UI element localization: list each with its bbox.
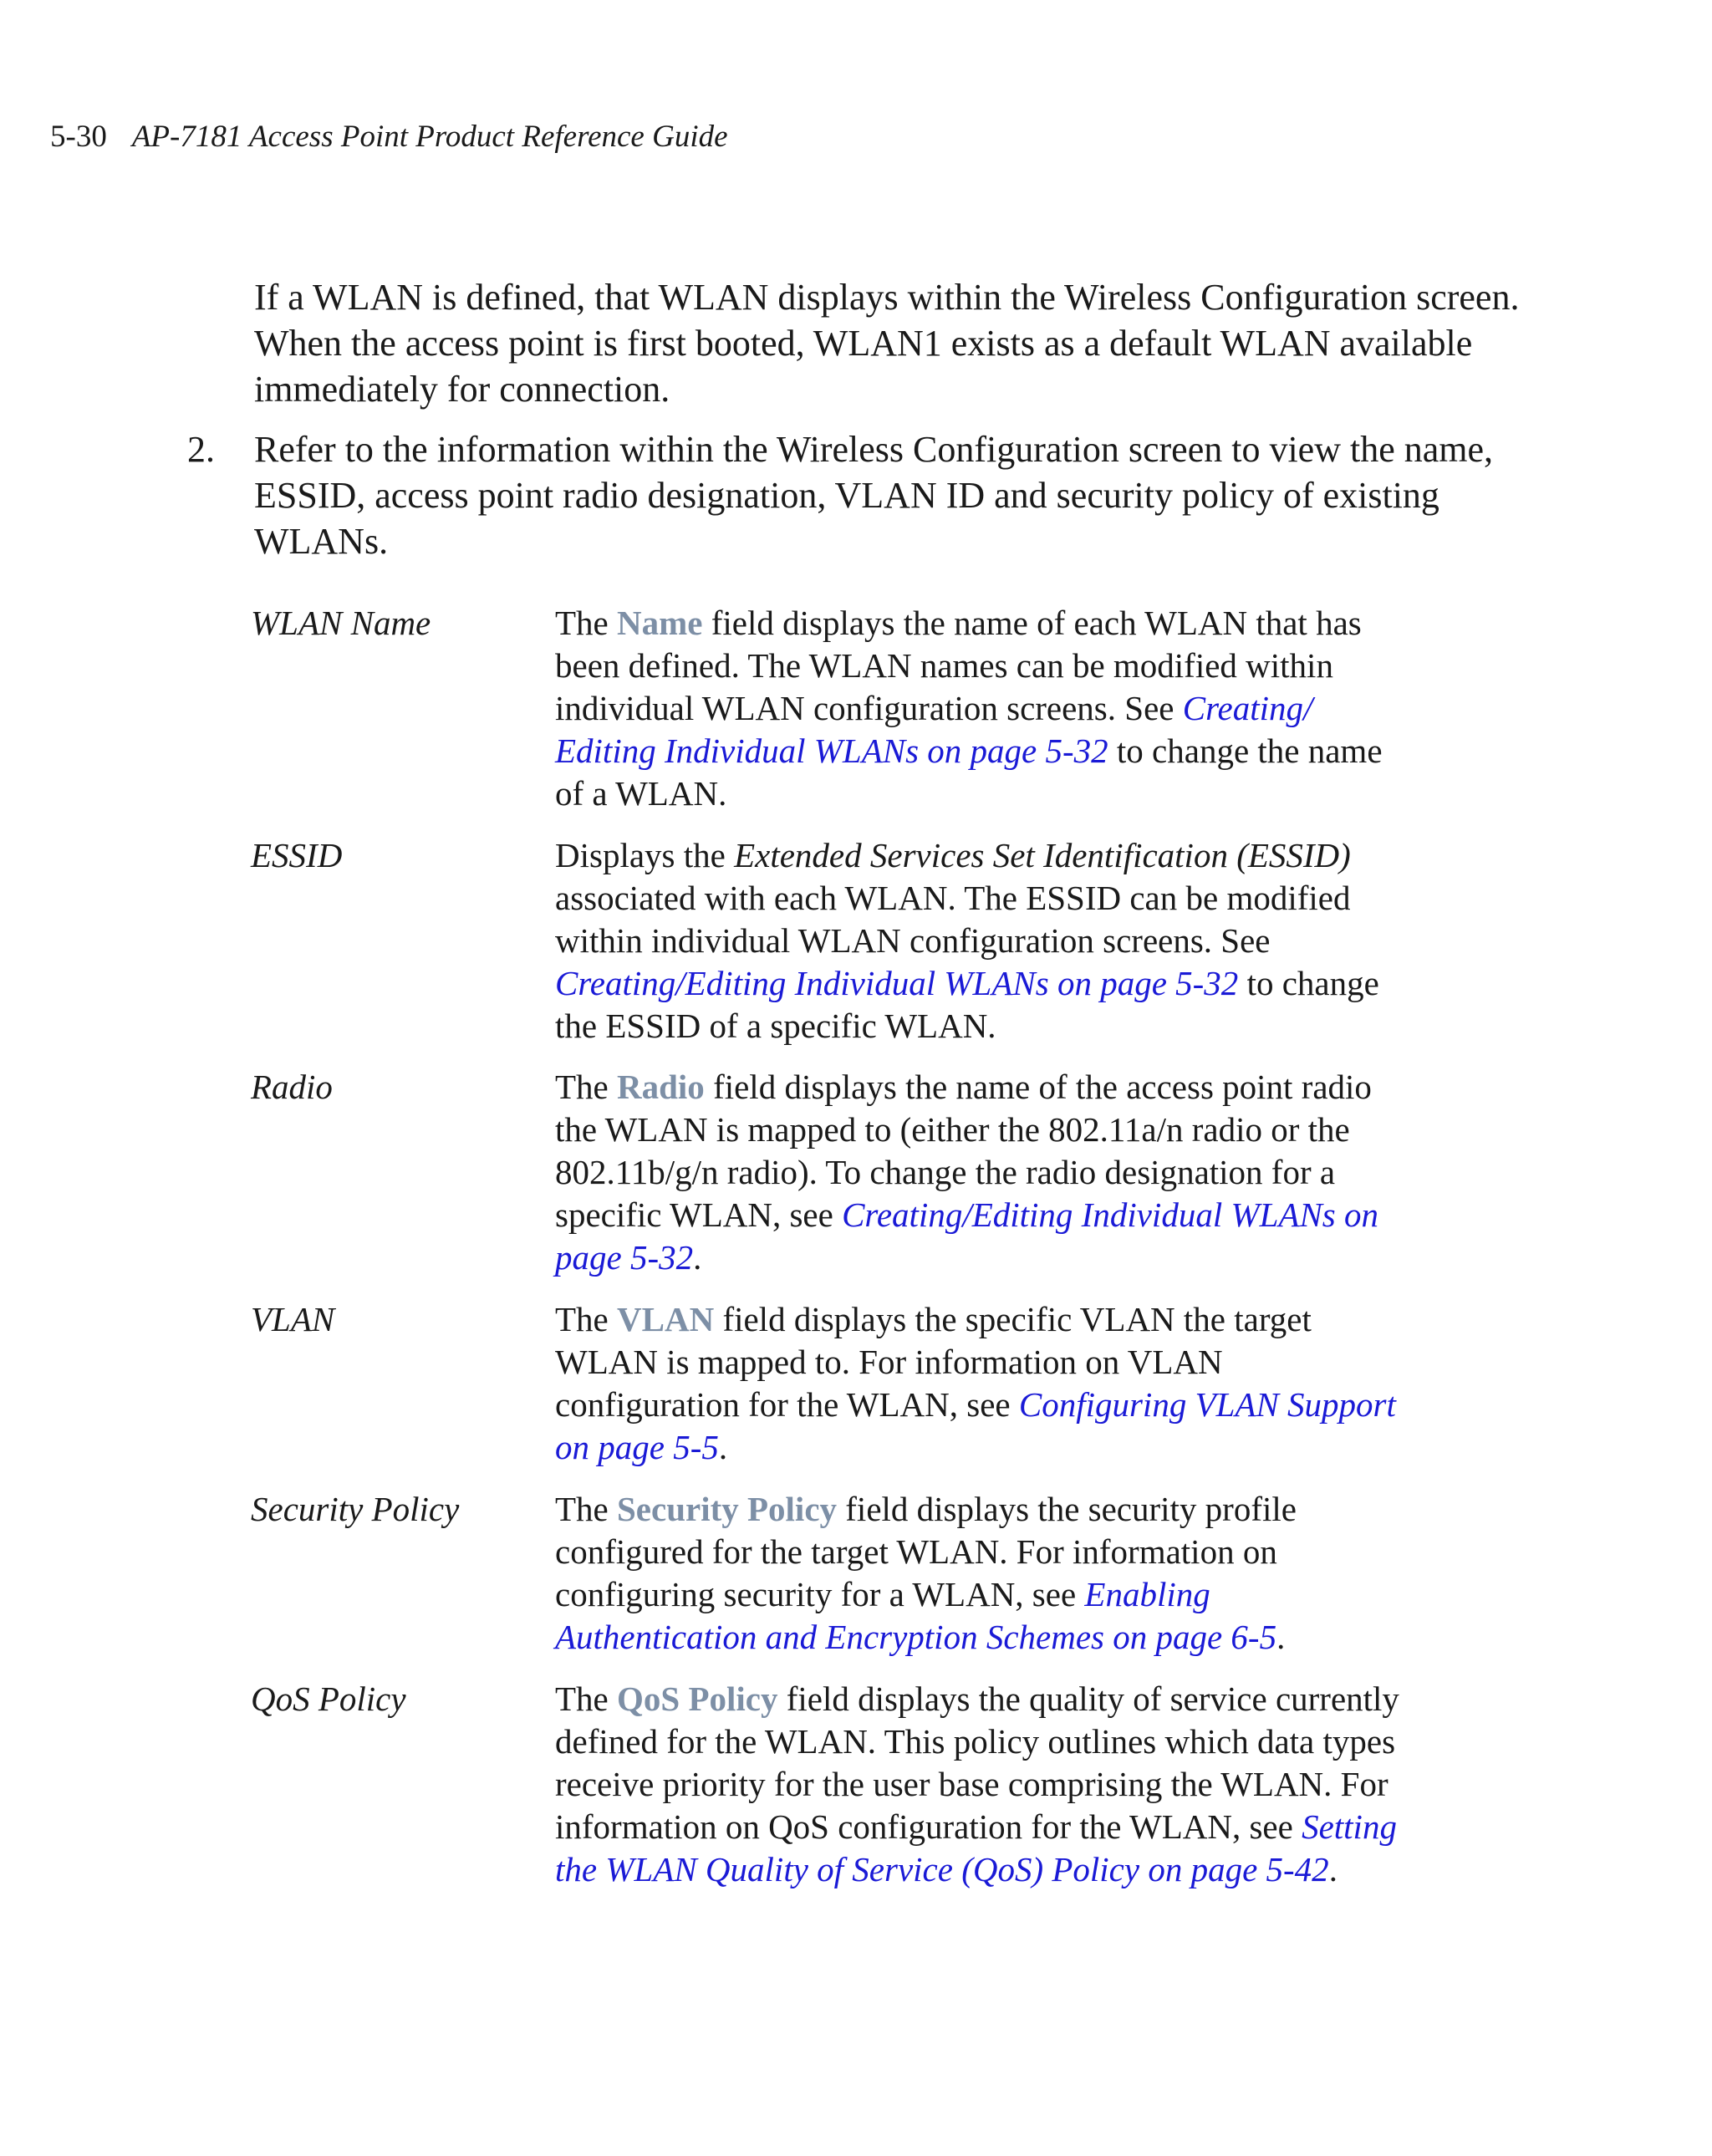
desc-wlan-name xyxy=(555,602,1408,815)
desc-essid xyxy=(555,834,1408,1047)
term-wlan-name: WLAN Name xyxy=(251,604,431,642)
term-vlan: VLAN xyxy=(251,1300,335,1338)
cross-reference-link[interactable]: Creating/ Editing Individual WLANs on page 5-32 xyxy=(555,689,1313,770)
desc-text: . xyxy=(718,1428,728,1466)
desc-text: associated with each WLAN. The ESSID can be modified within individual WLAN configuration screens. See xyxy=(555,879,1351,960)
desc-radio xyxy=(555,1066,1408,1279)
desc-vlan xyxy=(555,1298,1408,1469)
desc-text: field displays the security profile configured for the target WLAN. For information on configuring security for a WLAN, see xyxy=(555,1490,1297,1613)
field-name-label: Radio xyxy=(617,1068,705,1106)
desc-security-policy xyxy=(555,1488,1408,1659)
cross-reference-link[interactable]: Enabling Authentication and Encryption Schemes on page 6-5 xyxy=(555,1575,1277,1656)
page-header xyxy=(50,117,728,157)
desc-qos-policy xyxy=(555,1678,1408,1891)
term-security-policy: Security Policy xyxy=(251,1490,460,1528)
desc-text: field displays the name of the access point radio the WLAN is mapped to (either the 802.11a/n radio or the 802.11b/g/n radio). To change the radio designation for a specific WLAN, see xyxy=(555,1068,1372,1234)
term-essid: ESSID xyxy=(251,836,343,874)
page-number: 5-30 xyxy=(50,120,107,154)
step-number: 2. xyxy=(187,429,215,470)
desc-text: The xyxy=(555,1679,617,1718)
desc-text: . xyxy=(693,1238,702,1277)
desc-text: Displays the xyxy=(555,836,735,874)
field-name-label: VLAN xyxy=(617,1300,715,1338)
intro-paragraph: If a WLAN is defined, that WLAN displays within the Wireless Configuration screen. When the access point is first booted, WLAN1 exists as a default WLAN available immediately for connection. xyxy=(254,277,1520,410)
cross-reference-link[interactable]: Creating/Editing Individual WLANs on page 5-32 xyxy=(555,964,1239,1002)
cross-reference-link[interactable]: Configuring VLAN Support on page 5-5 xyxy=(555,1385,1396,1466)
term-radio: Radio xyxy=(251,1068,333,1106)
desc-text: . xyxy=(1276,1618,1286,1656)
guide-title: AP-7181 Access Point Product Reference Guide xyxy=(131,120,728,154)
desc-text: The xyxy=(555,1068,617,1106)
desc-text: The xyxy=(555,1490,617,1528)
step-2 xyxy=(187,426,1541,564)
desc-text: The xyxy=(555,604,617,642)
desc-text: field displays the specific VLAN the target WLAN is mapped to. For information on VLAN configuration for the WLAN, see xyxy=(555,1300,1312,1424)
field-name-label: Name xyxy=(617,604,703,642)
term-qos-policy: QoS Policy xyxy=(251,1679,406,1718)
step-text: Refer to the information within the Wireless Configuration screen to view the name, ESSID, access point radio designation, VLAN ID and security policy of existing WLANs. xyxy=(254,429,1494,562)
desc-text: The xyxy=(555,1300,617,1338)
field-name-label: Security Policy xyxy=(617,1490,838,1528)
desc-text: to change the name of a WLAN. xyxy=(555,731,1383,813)
desc-text: . xyxy=(1328,1850,1338,1888)
desc-text: field displays the quality of service currently defined for the WLAN. This policy outlines which data types receive priority for the user base comprising the WLAN. For information on QoS configuration for the WLAN, see xyxy=(555,1679,1399,1846)
cross-reference-link[interactable]: Setting the WLAN Quality of Service (QoS) Policy on page 5-42 xyxy=(555,1807,1397,1888)
desc-text: to change the ESSID of a specific WLAN. xyxy=(555,964,1379,1045)
desc-text: field displays the name of each WLAN that has been defined. The WLAN names can be modified within individual WLAN configuration screens. See xyxy=(555,604,1362,727)
cross-reference-link[interactable]: Creating/Editing Individual WLANs on page 5-32 xyxy=(555,1195,1379,1277)
field-name-label: QoS Policy xyxy=(617,1679,778,1718)
emphasis-text: Extended Services Set Identification (ESSID) xyxy=(734,836,1351,874)
